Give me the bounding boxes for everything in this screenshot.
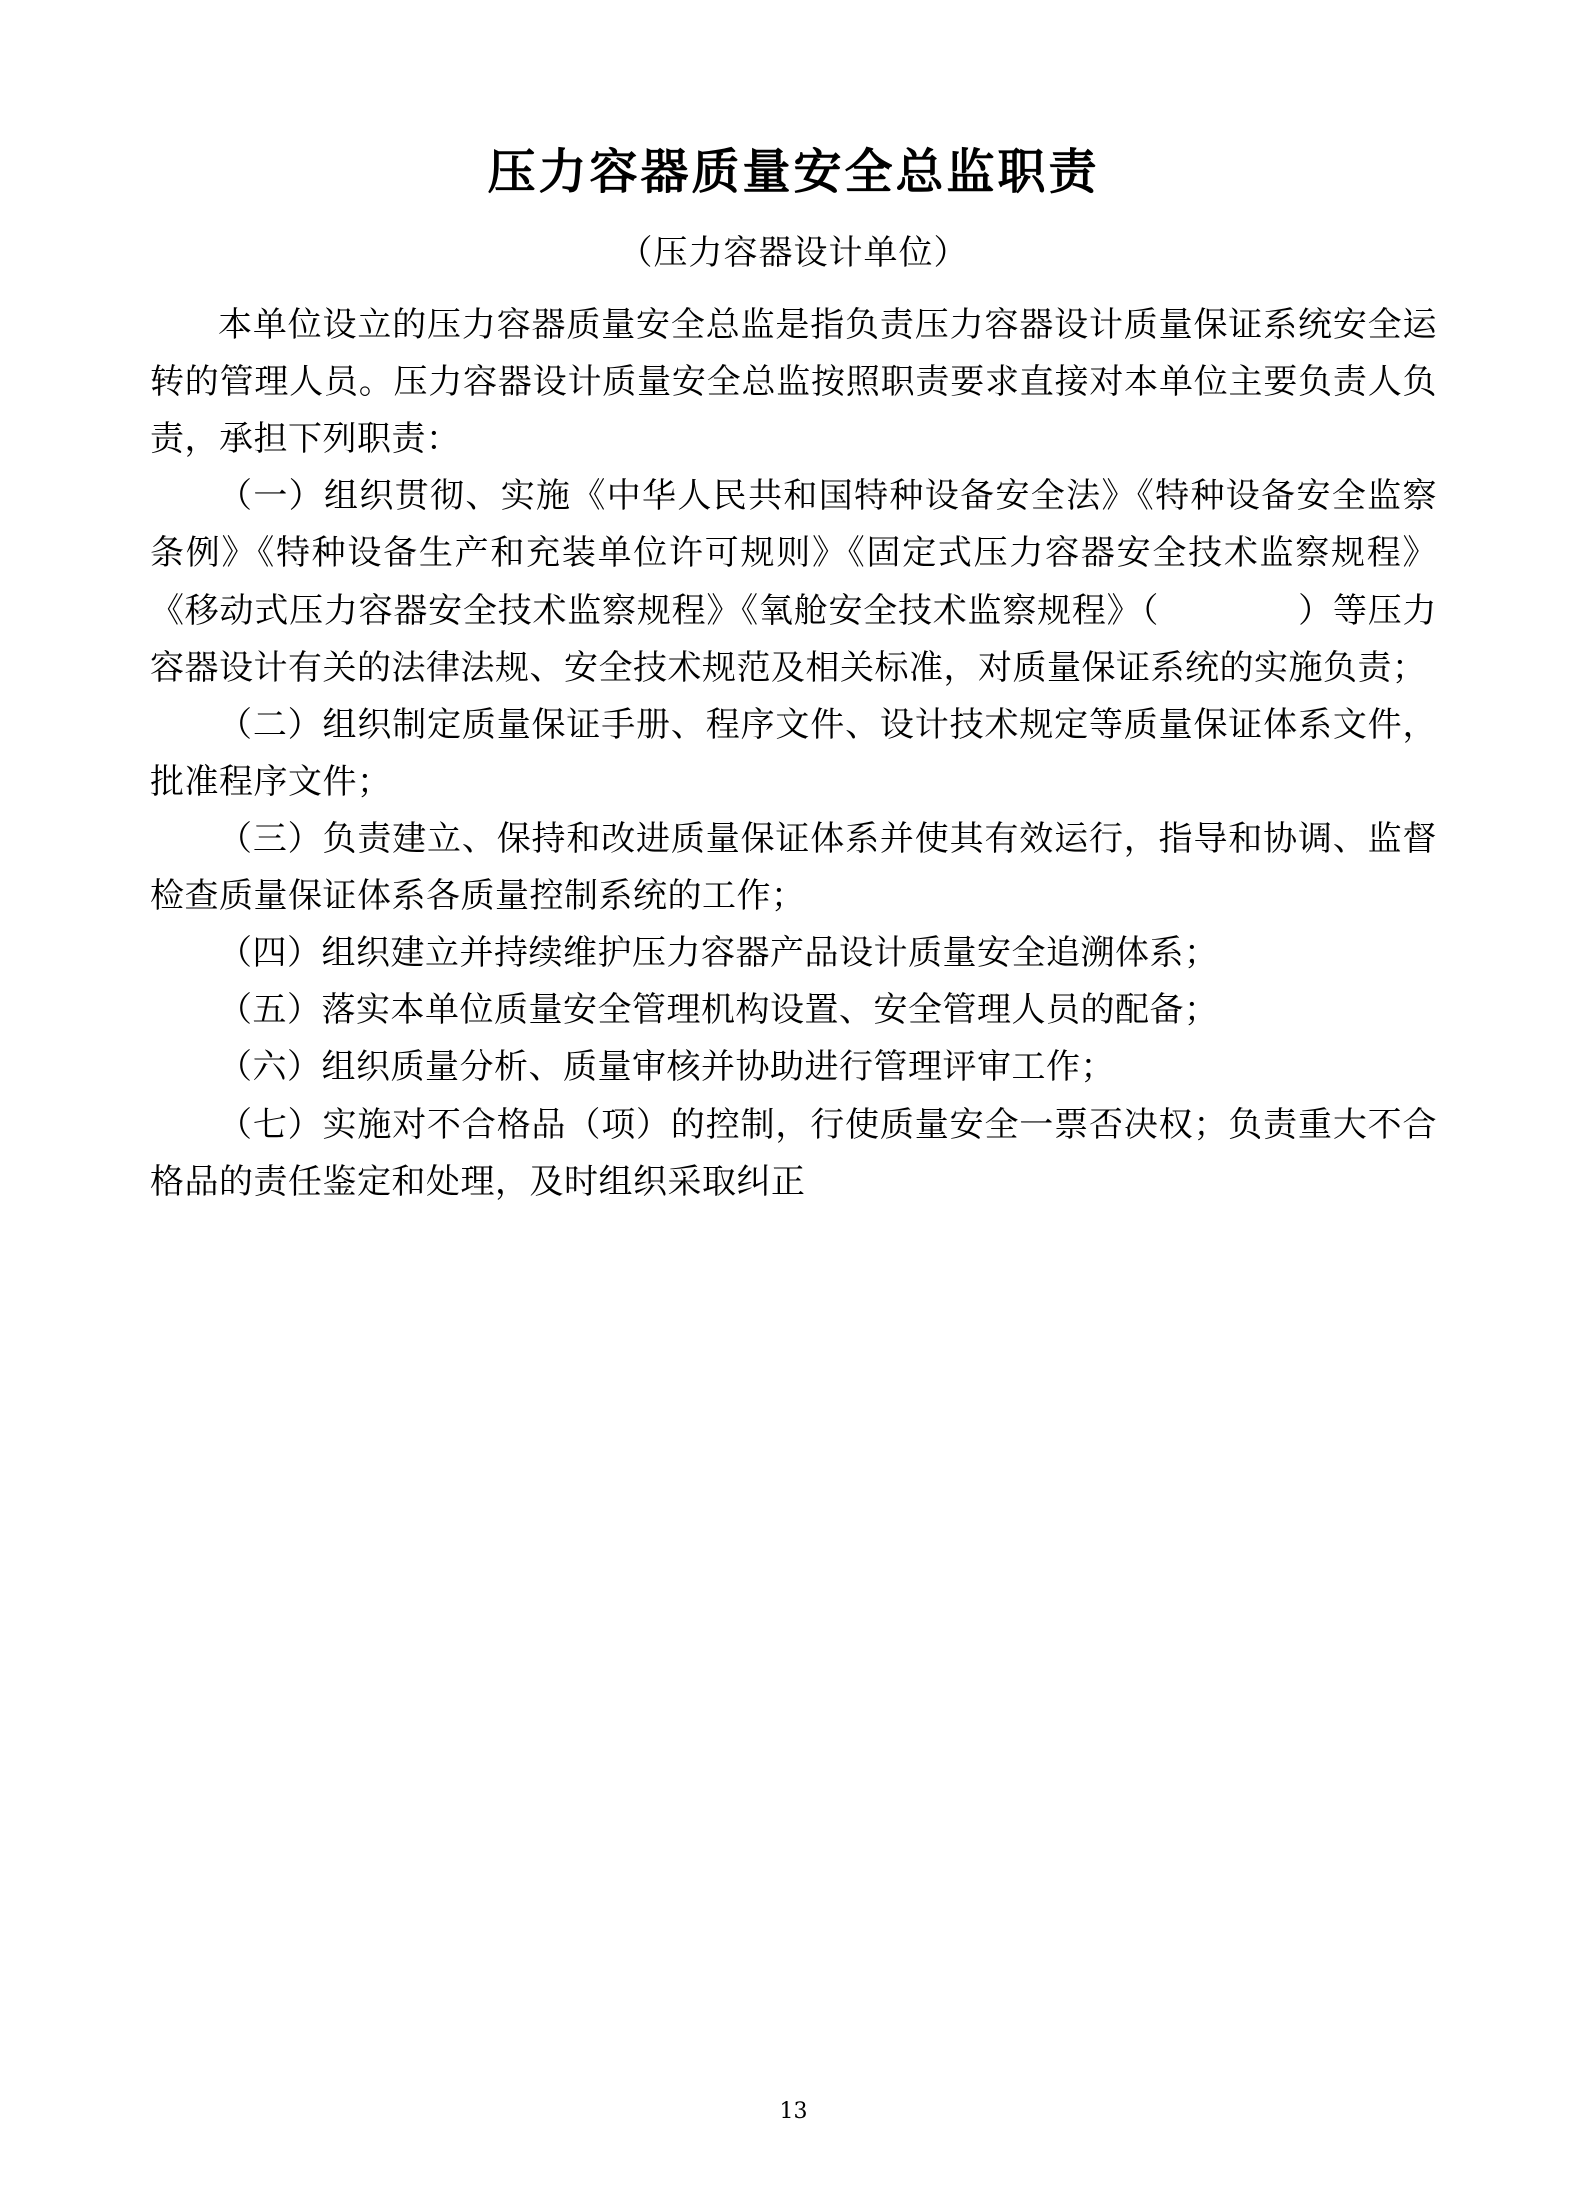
paragraph-intro: 本单位设立的压力容器质量安全总监是指负责压力容器设计质量保证系统安全运转的管理人员。压力容器设计质量安全总监按照职责要求直接对本单位主要负责人负责，承担下列职责： [150,304,1437,460]
page-title: 压力容器质量安全总监职责 [487,144,1100,200]
paragraph-item-6: （六）组织质量分析、质量审核并协助进行管理评审工作； [218,1047,1115,1088]
paragraph-item-3: （三）负责建立、保持和改进质量保证体系并使其有效运行，指导和协调、监督检查质量保证体系各质量控制系统的工作； [150,818,1437,917]
paragraph-item-2: （二）组织制定质量保证手册、程序文件、设计技术规定等质量保证体系文件，批准程序文件； [150,704,1437,802]
document-body [150,297,1437,1211]
paragraph-item-1: （一）组织贯彻、实施《中华人民共和国特种设备安全法》《特种设备安全监察条例》《特种设备生产和充装单位许可规则》《固定式压力容器安全技术监察规程》《移动式压力容器安全技术监察规程》《氧舱安全技术监察规程》（ ）等压力容器设计有关的法律法规、安全技术规范及相关标准，对质量保证系统的实施负责； [150,476,1437,688]
paragraph-item-5: （五）落实本单位质量安全管理机构设置、安全管理人员的配备； [218,990,1219,1031]
paragraph-item-7: （七）实施对不合格品（项）的控制，行使质量安全一票否决权；负责重大不合格品的责任鉴定和处理，及时组织采取纠正 [150,1104,1437,1202]
page-subtitle: （压力容器设计单位） [618,232,969,273]
paragraph-item-4: （四）组织建立并持续维护压力容器产品设计质量安全追溯体系； [218,933,1219,974]
page-number: 13 [779,2099,808,2124]
